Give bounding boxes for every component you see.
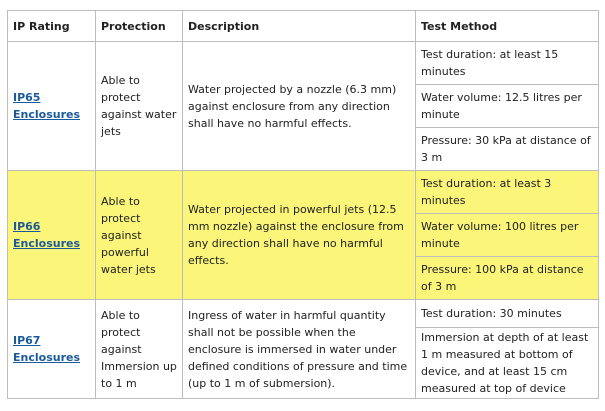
description-cell: Ingress of water in harmful quantity shall not be possible when the enclosure is immersed in water under defined conditions of pressure and time (up to 1 m of submersion).: [183, 300, 416, 399]
header-row: [8, 11, 599, 42]
table-row-ip67: [8, 300, 599, 328]
protection-cell: Able to protect against water jets: [96, 42, 183, 171]
test-method-cell: Water volume: 100 litres per minute: [416, 214, 599, 257]
ip66-link[interactable]: IP66 Enclosures: [13, 220, 81, 250]
test-method-cell: Immersion at depth of at least 1 m measured at bottom of device, and at least 15 cm measured at top of device: [416, 328, 599, 399]
description-cell: Water projected in powerful jets (12.5 mm nozzle) against the enclosure from any direction shall have no harmful effects.: [183, 171, 416, 300]
table-row-ip66: [8, 171, 599, 214]
header-protection: Protection: [96, 11, 183, 42]
table-row-ip65: [8, 42, 599, 85]
test-method-cell: Pressure: 30 kPa at distance of 3 m: [416, 128, 599, 171]
protection-cell: Able to protect against powerful water jets: [96, 171, 183, 300]
test-method-cell: Test duration: at least 3 minutes: [416, 171, 599, 214]
test-method-cell: Water volume: 12.5 litres per minute: [416, 85, 599, 128]
header-test-method: Test Method: [416, 11, 599, 42]
header-description: Description: [183, 11, 416, 42]
test-method-cell: Test duration: at least 15 minutes: [416, 42, 599, 85]
description-cell: Water projected by a nozzle (6.3 mm) against enclosure from any direction shall have no harmful effects.: [183, 42, 416, 171]
test-method-cell: Test duration: 30 minutes: [416, 300, 599, 328]
ip-rating-table: [7, 10, 599, 399]
ip67-link[interactable]: IP67 Enclosures: [13, 334, 81, 364]
protection-cell: Able to protect against Immersion up to 1 m: [96, 300, 183, 399]
header-ip-rating: IP Rating: [8, 11, 96, 42]
ip-rating-cell: [8, 171, 96, 300]
test-method-cell: Pressure: 100 kPa at distance of 3 m: [416, 257, 599, 300]
ip-rating-cell: [8, 300, 96, 399]
ip65-link[interactable]: IP65 Enclosures: [13, 91, 81, 121]
ip-rating-cell: [8, 42, 96, 171]
